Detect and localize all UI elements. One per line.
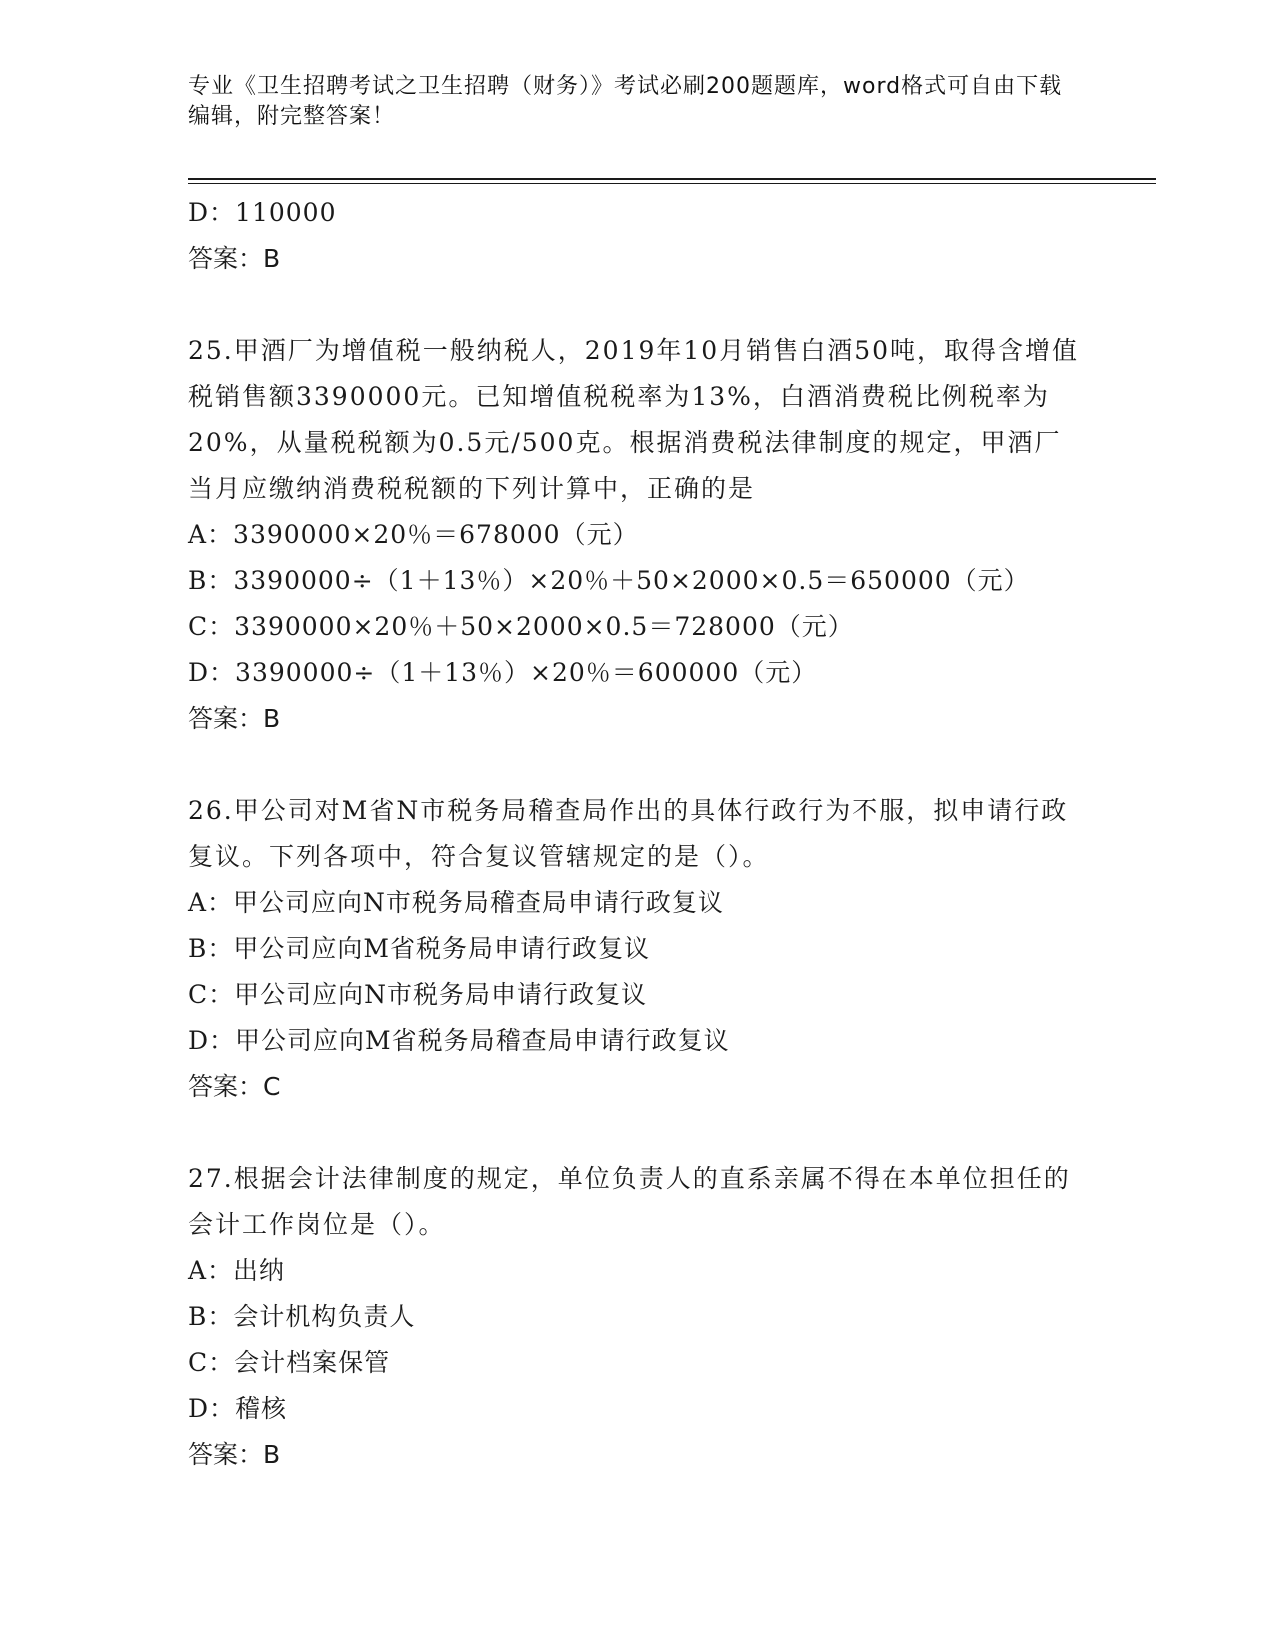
- option-d: D：甲公司应向M省税务局稽查局申请行政复议: [188, 1026, 730, 1055]
- document-header: 专业《卫生招聘考试之卫生招聘（财务）》考试必刷200题题库，word格式可自由下载编辑，附完整答案！: [188, 74, 1063, 129]
- answer: 答案：B: [188, 704, 281, 733]
- answer: 答案：C: [188, 1072, 281, 1101]
- option-a: A：3390000×20％＝678000（元）: [188, 520, 639, 549]
- option-b: B：甲公司应向M省税务局申请行政复议: [188, 934, 650, 963]
- option-c: C：3390000×20％＋50×2000×0.5＝728000（元）: [188, 612, 854, 641]
- option-d: D：稽核: [188, 1394, 288, 1423]
- question-27: [188, 1156, 1088, 1478]
- question-stem: 25.甲酒厂为增值税一般纳税人，2019年10月销售白酒50吨，取得含增值税销售额3390000元。已知增值税税率为13%，白酒消费税比例税率为20%，从量税税额为0.5元/500克。根据消费税法律制度的规定，甲酒厂当月应缴纳消费税税额的下列计算中，正确的是: [188, 336, 1080, 503]
- question-26: [188, 788, 1088, 1110]
- question-25: [188, 328, 1088, 742]
- option-b: B：会计机构负责人: [188, 1302, 416, 1331]
- previous-answer: 答案：B: [188, 244, 281, 273]
- option-a: A：甲公司应向N市税务局稽查局申请行政复议: [188, 888, 724, 917]
- option-d: D：3390000÷（1＋13％）×20％＝600000（元）: [188, 658, 818, 687]
- header-divider-thin: [188, 183, 1156, 184]
- question-stem: 27.根据会计法律制度的规定，单位负责人的直系亲属不得在本单位担任的会计工作岗位是（）。: [188, 1164, 1071, 1239]
- answer: 答案：B: [188, 1440, 281, 1469]
- option-c: C：甲公司应向N市税务局申请行政复议: [188, 980, 648, 1009]
- option-a: A：出纳: [188, 1256, 286, 1285]
- previous-option-d: D：110000: [188, 198, 337, 227]
- question-content: [188, 190, 1088, 1478]
- option-b: B：3390000÷（1＋13％）×20％＋50×2000×0.5＝650000（元）: [188, 566, 1030, 595]
- header-divider-thick: [188, 178, 1156, 180]
- question-stem: 26.甲公司对M省N市税务局稽查局作出的具体行政行为不服，拟申请行政复议。下列各项中，符合复议管辖规定的是（）。: [188, 796, 1069, 871]
- option-c: C：会计档案保管: [188, 1348, 391, 1377]
